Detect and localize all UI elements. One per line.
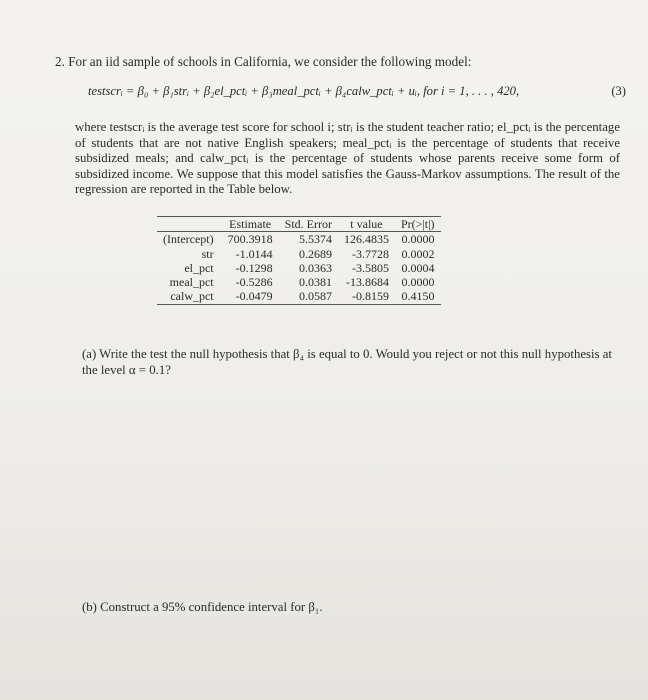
table-cell: 0.0002 [401,246,435,261]
table-cell: -0.1298 [235,260,273,275]
equation-number: (3) [611,84,626,98]
table-header-cell: Pr(>|t|) [395,217,441,232]
table-cell: 0.0000 [401,275,435,290]
table-header-cell [157,217,222,232]
table-row [157,275,441,289]
table-row [157,261,441,275]
question-intro: 2. For an iid sample of schools in California, we consider the following model: [55,54,472,69]
row-label: meal_pct [169,275,214,290]
model-equation [88,84,626,99]
table-cell: -0.8159 [338,289,395,304]
part-a-question: (a) Write the test the null hypothesis that β₄ is equal to 0. Would you reject or not this null hypothesis at the level α = 0.1? [82,347,612,377]
table-row [157,289,441,304]
table-cell: -0.5286 [235,275,273,290]
model-description: where testscrᵢ is the average test score for school i; strᵢ is the student teacher ratio; el_pctᵢ is the percentage of students that are not native English speakers; meal_pctᵢ is the percentage of students that receive subsidized meals; and calw_pctᵢ is the percentage of students whose parents receive some form of subsidized income. We suppose that this model satisfies the Gauss-Markov assumptions. The result of the regression are reported in the Table below. [75,120,620,197]
table-cell: 700.3918 [227,232,273,247]
table-cell: -3.7728 [351,246,389,261]
row-label: (Intercept) [163,232,214,247]
table-row [157,247,441,261]
table-cell: -3.5805 [351,260,389,275]
table-row [157,232,441,247]
table-cell: -0.0479 [222,289,279,304]
regression-table [157,216,441,305]
table-cell: 0.4150 [395,289,441,304]
part-b-question: (b) Construct a 95% confidence interval for β₁. [82,600,323,614]
row-label: calw_pct [157,289,222,304]
table-header-row [157,217,441,232]
table-cell: -1.0144 [235,246,273,261]
equation-text: testscrᵢ = β₀ + β₁strᵢ + β₂el_pctᵢ + β₃meal_pctᵢ + β₄calw_pctᵢ + uᵢ, for i = 1, . . . , 420, [88,84,520,98]
row-label: el_pct [184,260,214,275]
table-cell: 0.0381 [298,275,332,290]
table-cell: 126.4835 [343,232,389,247]
table-cell: -13.8684 [345,275,389,290]
row-label: str [201,246,214,261]
table-header-cell: Std. Error [279,217,338,232]
table-header-cell: t value [338,217,395,232]
table-cell: 5.5374 [298,232,332,247]
table-cell: 0.0587 [279,289,338,304]
table-header-cell: Estimate [222,217,279,232]
table-cell: 0.0004 [401,260,435,275]
table-cell: 0.0363 [298,260,332,275]
table-cell: 0.2689 [298,246,332,261]
table-cell: 0.0000 [401,232,435,247]
